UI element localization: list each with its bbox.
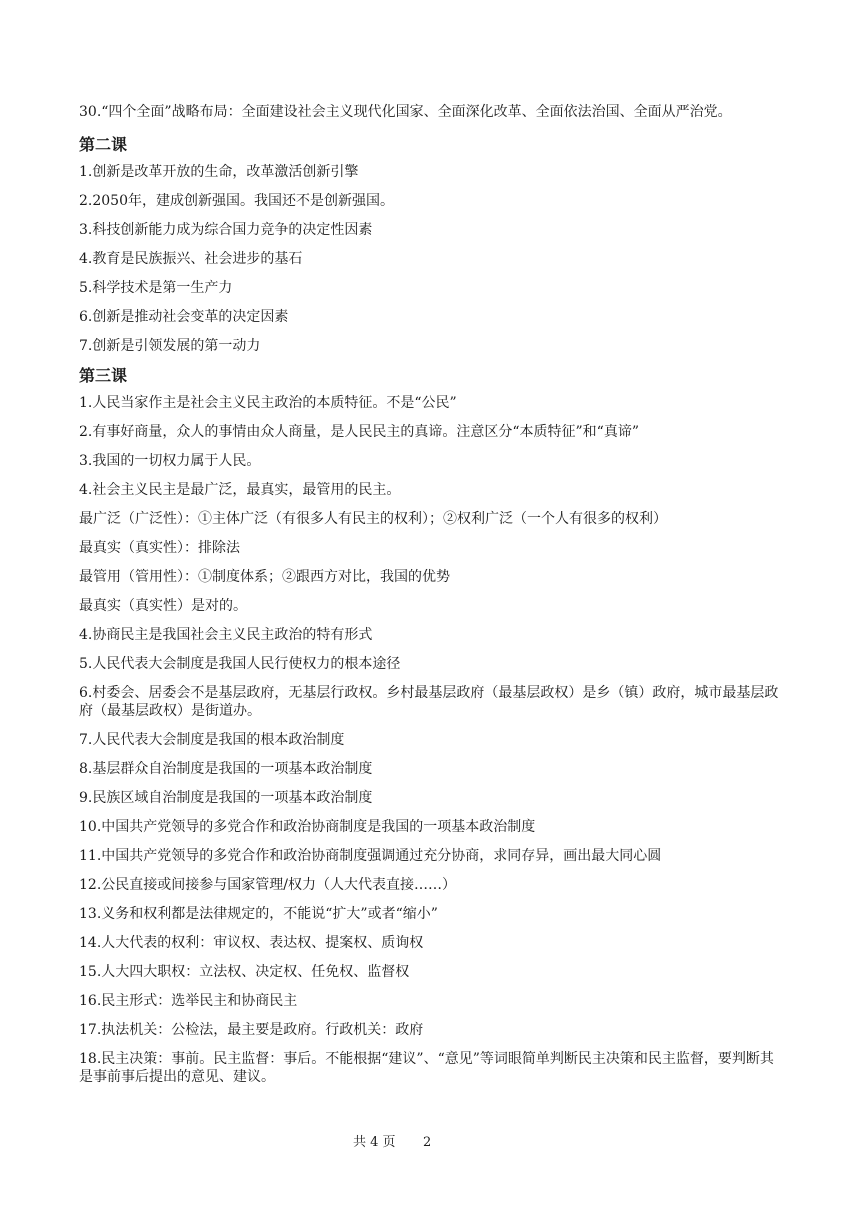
list-item: 4.教育是民族振兴、社会进步的基石	[79, 251, 303, 267]
list-item: 最管用（管用性）：①制度体系；②跟西方对比，我国的优势	[79, 569, 450, 585]
list-item: 11.中国共产党领导的多党合作和政治协商制度强调通过充分协商，求同存异，画出最大同心圆	[79, 848, 662, 864]
list-item: 3.我国的一切权力属于人民。	[79, 453, 261, 469]
list-item: 12.公民直接或间接参与国家管理/权力（人大代表直接……）	[79, 877, 456, 893]
total-pages-label: 共 4 页	[353, 1135, 396, 1150]
list-item: 最真实（真实性）：排除法	[79, 540, 240, 556]
lesson3-section	[79, 366, 784, 1086]
intro-item: 30.“四个全面”战略布局：全面建设社会主义现代化国家、全面深化改革、全面依法治国、全面从严治党。	[79, 104, 732, 120]
list-item: 6.村委会、居委会不是基层政府，无基层行政权。乡村最基层政府（最基层政权）是乡（镇）政府，城市最基层政府（最基层政权）是街道办。	[79, 685, 779, 719]
list-item: 14.人大代表的权利：审议权、表达权、提案权、质询权	[79, 935, 424, 951]
list-item: 7.创新是引领发展的第一动力	[79, 338, 261, 354]
list-item: 最广泛（广泛性）：①主体广泛（有很多人有民主的权利）；②权利广泛（一个人有很多的权利）	[79, 511, 667, 527]
list-item: 1.创新是改革开放的生命，改革激活创新引擎	[79, 164, 359, 180]
lesson2-section	[79, 135, 784, 355]
list-item: 4.协商民主是我国社会主义民主政治的特有形式	[79, 627, 373, 643]
list-item: 2.有事好商量，众人的事情由众人商量，是人民民主的真谛。注意区分“本质特征”和“真谛”	[79, 424, 639, 440]
list-item: 18.民主决策：事前。民主监督：事后。不能根据“建议”、“意见”等词眼简单判断民主决策和民主监督，要判断其是事前事后提出的意见、建议。	[79, 1051, 774, 1085]
lesson2-list	[79, 163, 784, 355]
list-item: 5.科学技术是第一生产力	[79, 280, 233, 296]
list-item: 1.人民当家作主是社会主义民主政治的本质特征。不是“公民”	[79, 395, 457, 411]
list-item: 17.执法机关：公检法，最主要是政府。行政机关：政府	[79, 1022, 424, 1038]
list-item: 2.2050年，建成创新强国。我国还不是创新强国。	[79, 193, 394, 209]
list-item: 16.民主形式：选举民主和协商民主	[79, 993, 298, 1009]
list-item: 3.科技创新能力成为综合国力竞争的决定性因素	[79, 222, 373, 238]
page-number: 2	[423, 1135, 432, 1150]
list-item: 9.民族区域自治制度是我国的一项基本政治制度	[79, 790, 373, 806]
list-item: 7.人民代表大会制度是我国的根本政治制度	[79, 732, 345, 748]
lesson3-heading: 第三课	[79, 366, 128, 385]
list-item: 10.中国共产党领导的多党合作和政治协商制度是我国的一项基本政治制度	[79, 819, 536, 835]
page-content	[79, 103, 784, 1097]
list-item: 4.社会主义民主是最广泛，最真实，最管用的民主。	[79, 482, 401, 498]
lesson3-list	[79, 394, 784, 1086]
lesson2-heading: 第二课	[79, 135, 128, 154]
list-item: 15.人大四大职权：立法权、决定权、任免权、监督权	[79, 964, 410, 980]
list-item: 最真实（真实性）是对的。	[79, 598, 247, 614]
list-item: 8.基层群众自治制度是我国的一项基本政治制度	[79, 761, 373, 777]
list-item: 13.义务和权利都是法律规定的，不能说“扩大”或者“缩小”	[79, 906, 438, 922]
list-item: 6.创新是推动社会变革的决定因素	[79, 309, 289, 325]
list-item: 5.人民代表大会制度是我国人民行使权力的根本途径	[79, 656, 401, 672]
